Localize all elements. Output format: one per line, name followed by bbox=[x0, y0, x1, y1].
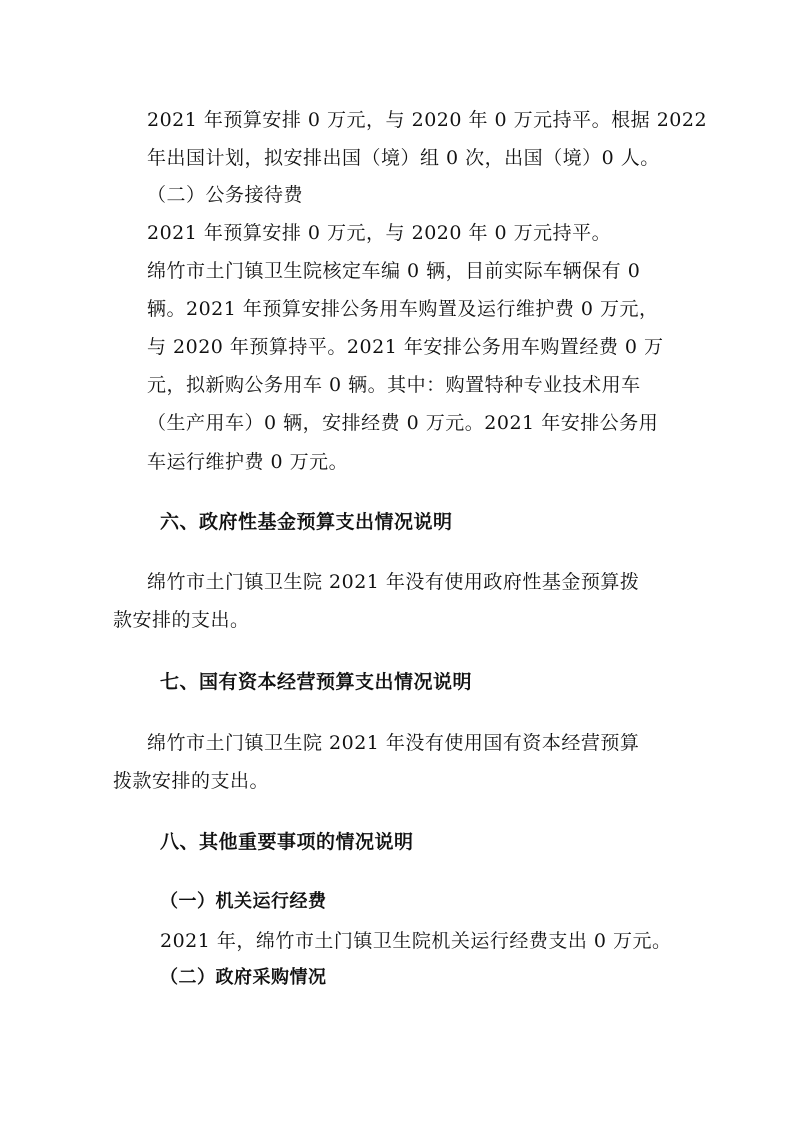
reception-subheading: （二）公务接待费 bbox=[147, 184, 304, 206]
vehicle-paragraph-line-2: 辆。2021 年预算安排公务用车购置及运行维护费 0 万元， bbox=[147, 298, 659, 320]
section7-body-line-2: 拨款安排的支出。 bbox=[113, 770, 270, 792]
vehicle-paragraph-line-6: 车运行维护费 0 万元。 bbox=[147, 451, 349, 473]
section6-heading: 六、政府性基金预算支出情况说明 bbox=[160, 511, 453, 533]
vehicle-paragraph-line-1: 绵竹市土门镇卫生院核定车编 0 辆，目前实际车辆保有 0 bbox=[147, 260, 641, 282]
section7-body-line-1: 绵竹市土门镇卫生院 2021 年没有使用国有资本经营预算 bbox=[147, 732, 640, 754]
section8-sub1-heading: （一）机关运行经费 bbox=[160, 891, 327, 912]
vehicle-paragraph-line-3: 与 2020 年预算持平。2021 年安排公务用车购置经费 0 万 bbox=[147, 336, 664, 358]
section8-sub2-heading: （二）政府采购情况 bbox=[160, 967, 327, 988]
section8-sub1-body: 2021 年，绵竹市土门镇卫生院机关运行经费支出 0 万元。 bbox=[160, 930, 672, 952]
section6-body-line-2: 款安排的支出。 bbox=[113, 609, 250, 631]
vehicle-paragraph-line-4: 元，拟新购公务用车 0 辆。其中：购置特种专业技术用车 bbox=[147, 374, 641, 396]
section7-heading: 七、国有资本经营预算支出情况说明 bbox=[160, 671, 473, 693]
section6-body-line-1: 绵竹市土门镇卫生院 2021 年没有使用政府性基金预算拨 bbox=[147, 571, 640, 593]
abroad-paragraph-line-2: 年出国计划，拟安排出国（境）组 0 次，出国（境）0 人。 bbox=[147, 147, 660, 169]
section8-heading: 八、其他重要事项的情况说明 bbox=[160, 831, 414, 853]
abroad-paragraph-line-1: 2021 年预算安排 0 万元，与 2020 年 0 万元持平。根据 2022 bbox=[147, 109, 708, 131]
reception-paragraph: 2021 年预算安排 0 万元，与 2020 年 0 万元持平。 bbox=[147, 222, 612, 244]
vehicle-paragraph-line-5: （生产用车）0 辆，安排经费 0 万元。2021 年安排公务用 bbox=[147, 412, 659, 434]
